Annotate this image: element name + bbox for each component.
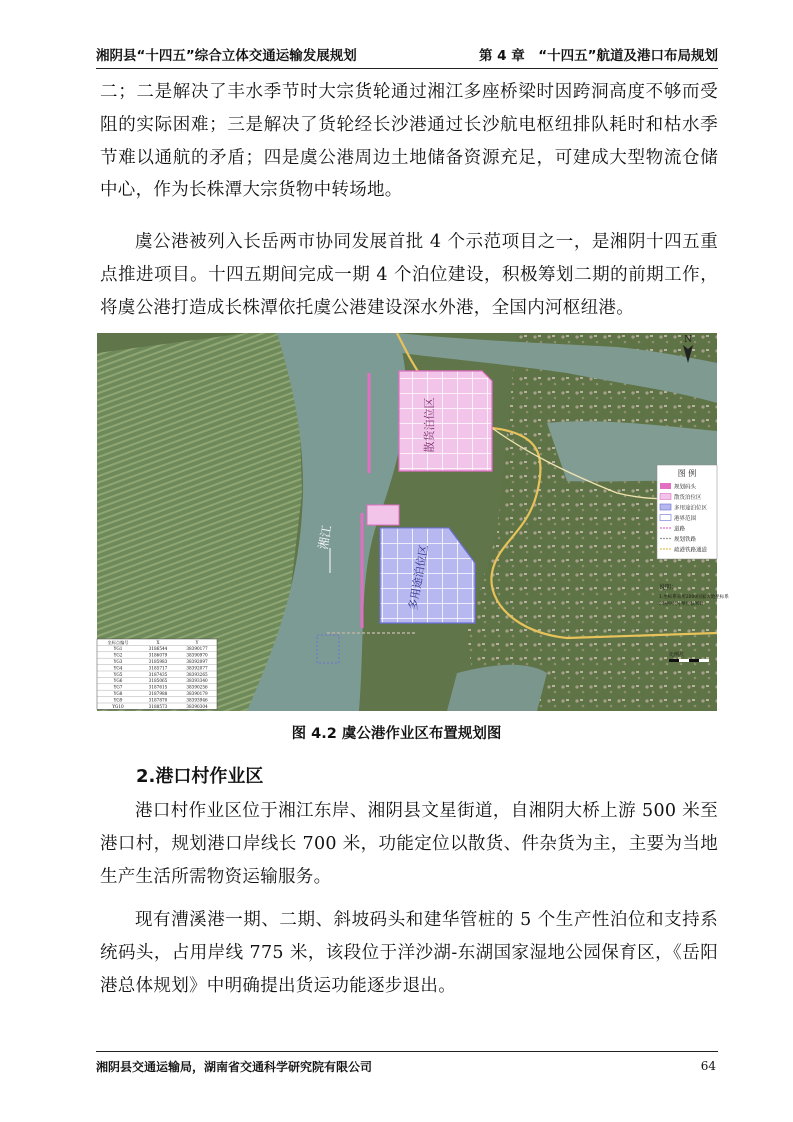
- legend-item-label: 规划铁路: [674, 537, 697, 543]
- coordinate-table-cell: YG1: [113, 646, 123, 652]
- legend-title: 图 例: [677, 469, 697, 478]
- coordinate-table-cell: 3187615: [148, 684, 168, 690]
- port-layout-map: [97, 333, 729, 711]
- coordinate-table-cell: YG9: [113, 697, 123, 703]
- legend-item-label: 港界范围: [674, 516, 697, 522]
- section-heading: 2.港口村作业区: [136, 766, 264, 787]
- footer-organizations: 湘阴县交通运输局，湖南省交通科学研究院有限公司: [96, 1060, 373, 1074]
- paragraph-block-4: [100, 904, 718, 1002]
- coordinate-table-cell: 3185065: [148, 678, 168, 684]
- legend-swatch: [660, 504, 671, 510]
- coordinate-table-header: 坐标点编号: [107, 639, 129, 645]
- legend-swatch: [660, 494, 671, 500]
- coordinate-table-header: Y: [195, 639, 199, 645]
- scale-label: 比例尺: [669, 652, 685, 658]
- legend-swatch: [660, 515, 671, 521]
- note-2: 2.图中尺寸单位以米计: [659, 602, 704, 607]
- coordinate-table-cell: 38390970: [186, 652, 208, 658]
- zone-bulk-berth: [399, 371, 492, 471]
- note-1: 1.坐标系采用2000国家大地坐标系: [659, 595, 729, 600]
- label-zone-lower: 多用途泊位区: [406, 543, 431, 612]
- legend-swatch: [660, 483, 671, 489]
- coordinate-table-cell: 3187988: [148, 691, 168, 696]
- coordinate-table-header: X: [156, 639, 160, 645]
- coordinate-table-cell: YG2: [113, 652, 123, 658]
- coordinate-table-cell: 3186544: [148, 646, 168, 652]
- map-legend: [657, 465, 717, 559]
- coordinate-table-cell: YG3: [113, 659, 123, 664]
- coordinate-table-cell: 3187435: [148, 671, 168, 677]
- coordinate-table-cell: 38392097: [186, 659, 208, 664]
- coordinate-table-cell: 3185983: [148, 659, 168, 664]
- coordinate-table-cell: YG10: [112, 703, 124, 709]
- north-label: N: [684, 335, 692, 345]
- coordinate-table-cell: 38393340: [186, 678, 208, 684]
- coordinate-table-cell: YG6: [113, 678, 123, 684]
- paragraph-block-1: [100, 76, 718, 207]
- coordinate-table-cell: 38390179: [186, 691, 208, 696]
- paragraph-continuation: 二；二是解决了丰水季节时大宗货轮通过湘江多座桥梁时因跨洞高度不够而受阻的实际困难；三是解决了货轮经长沙港通过长沙航电枢纽排队耗时和枯水季节难以通航的矛盾；四是虞公港周边土地储备资源充足，可建成大型物流仓储中心，作为长株潭大宗货物中转场地。: [100, 82, 718, 201]
- coordinate-table-cell: 38393265: [186, 671, 208, 677]
- legend-item-label: 疏港铁路通道: [674, 547, 708, 554]
- coordinate-table-cell: YG4: [113, 665, 123, 671]
- paragraph-block-2: [100, 226, 718, 324]
- paragraph-block-3: [100, 795, 718, 893]
- coordinate-table-cell: YG7: [113, 684, 123, 690]
- paragraph-gangkou-village: 港口村作业区位于湘江东岸、湘阴县文星街道，自湘阴大桥上游 500 米至港口村，规划港口岸线长 700 米，功能定位以散货、件杂货为主，主要为当地生产生活所需物资运输服务。: [100, 801, 718, 887]
- zone-small-block: [367, 505, 399, 525]
- legend-item-label: 规划码头: [674, 484, 697, 491]
- label-river: 湘江: [316, 524, 335, 551]
- figure-caption: 图 4.2 虞公港作业区布置规划图: [291, 726, 502, 742]
- legend-item-label: 多用途泊位区: [674, 505, 708, 512]
- coordinate-table: [97, 639, 217, 710]
- paragraph-yugong-port: 虞公港被列入长岳两市协同发展首批 4 个示范项目之一，是湘阴十四五重点推进项目。十四五期间完成一期 4 个泊位建设，积极筹划二期的前期工作，将虞公港打造成长株潭依托虞公港建设深水外港，全国内河枢纽港。: [100, 232, 718, 318]
- legend-item-label: 道路: [674, 526, 686, 533]
- coordinate-table-cell: 3186079: [148, 652, 168, 658]
- page-footer: [96, 1051, 718, 1075]
- header-document-title: 湘阴县“十四五”综合立体交通运输发展规划: [96, 48, 357, 64]
- coordinate-table-cell: YG8: [113, 691, 123, 696]
- coordinate-table-cell: 38390177: [186, 646, 208, 652]
- legend-item-label: 散货泊位区: [674, 495, 702, 501]
- page-header: [96, 46, 718, 69]
- notes-title: 说明：: [659, 584, 678, 591]
- paragraph-existing-berths: 现有漕溪港一期、二期、斜坡码头和建华管桩的 5 个生产性泊位和支持系统码头，占用岸线 775 米，该段位于洋沙湖-东湖国家湿地公园保育区，《岳阳港总体规划》中明确提出货运功能逐步退出。: [100, 910, 718, 996]
- coordinate-table-cell: 38390304: [186, 703, 208, 709]
- coordinate-table-cell: 38390256: [186, 684, 208, 690]
- coordinate-table-cell: YG5: [113, 671, 123, 677]
- coordinate-table-cell: 38392077: [186, 665, 208, 671]
- coordinate-table-cell: 38393946: [186, 697, 208, 703]
- page-number: 64: [700, 1059, 716, 1073]
- header-chapter-title: 第 4 章 “十四五”航道及港口布局规划: [478, 48, 718, 64]
- coordinate-table-cell: 3185717: [148, 665, 168, 671]
- coordinate-table-cell: 3188573: [148, 703, 168, 709]
- label-zone-upper: 散货泊位区: [423, 397, 436, 453]
- coordinate-table-cell: 3187870: [148, 697, 168, 703]
